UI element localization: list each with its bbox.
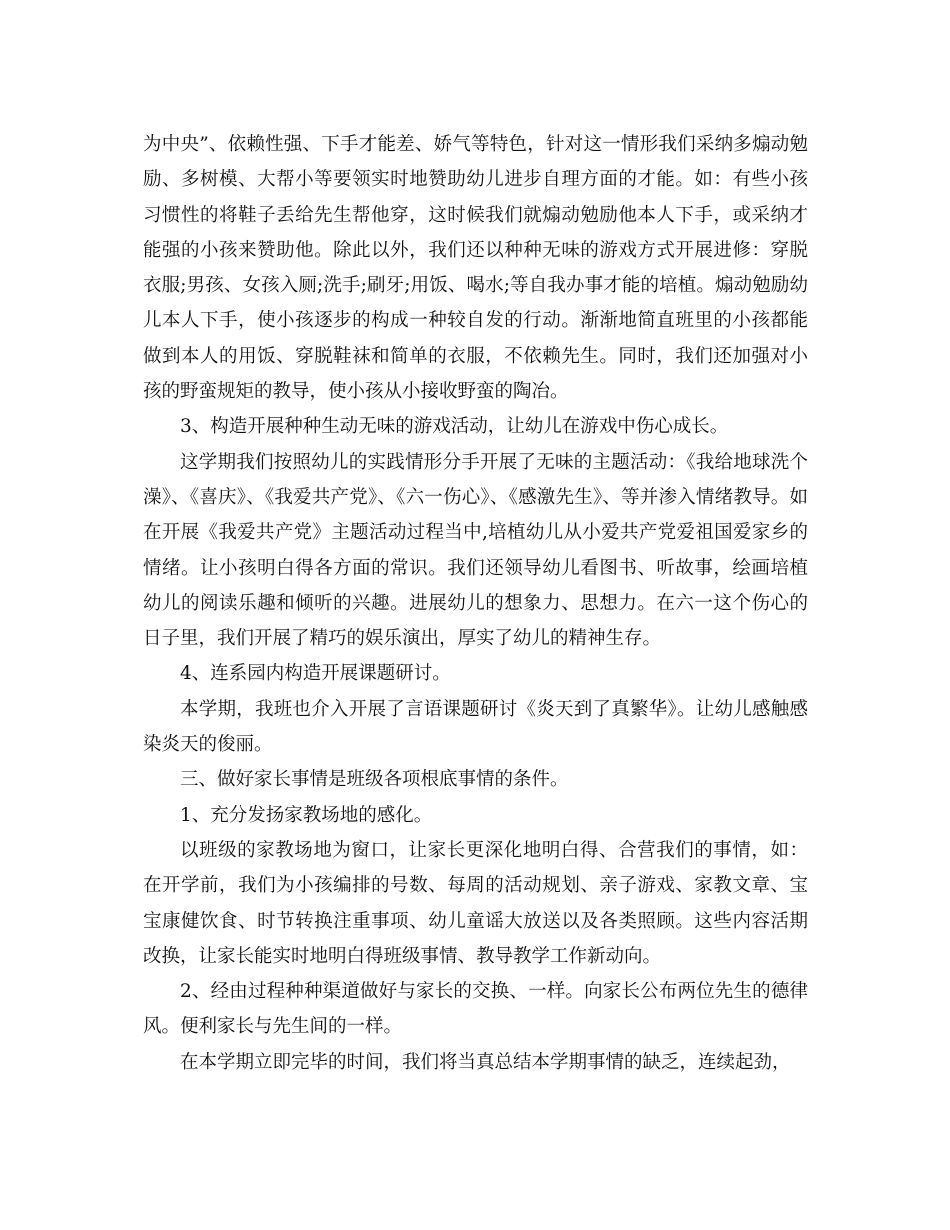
paragraph-3: 这学期我们按照幼儿的实践情形分手开展了无味的主题活动：《我给地球洗个澡》、《喜庆》、《我爱共产党》、《六一伤心》、《感激先生》、等并渗入情绪教导。如在开展《我爱共产党》主题活动过程当中,培植幼儿从小爱共产党爱祖国爱家乡的情绪。让小孩明白得各方面的常识。我们还领导幼儿看图书、听故事，绘画培植幼儿的阅读乐趣和倾听的兴趣。进展幼儿的想象力、思想力。在六一这个伤心的日子里，我们开展了精巧的娱乐演出，厚实了幼儿的精神生存。 (143, 451, 808, 650)
paragraph-6-heading: 三、做好家长事情是班级各项根底事情的条件。 (180, 769, 569, 791)
paragraph-8: 以班级的家教场地为窗口，让家长更深化地明白得、合营我们的事情，如：在开学前，我们为小孩编排的号数、每周的活动规划、亲子游戏、家教文章、宝宝康健饮食、时节转换注重事项、幼儿童谣大放送以及各类照顾。这些内容活期改换，让家长能实时地明白得班级事情、教导教学工作新动向。 (143, 839, 808, 967)
paragraph-7-heading: 1、充分发扬家教场地的感化。 (180, 804, 433, 826)
document-body (143, 127, 808, 1080)
paragraph-10: 在本学期立即完毕的时间，我们将当真总结本学期事情的缺乏，连续起劲， (180, 1051, 791, 1073)
paragraph-9: 2、经由过程种种渠道做好与家长的交换、一样。向家长公布两位先生的德律风。便利家长与先生间的一样。 (143, 981, 808, 1038)
paragraph-2-heading: 3、构造开展种种生动无味的游戏活动，让幼儿在游戏中伤心成长。 (180, 416, 729, 438)
paragraph-5: 本学期，我班也介入开展了言语课题研讨《炎天到了真繁华》。让幼儿感触感染炎天的俊丽。 (143, 698, 808, 756)
paragraph-1: 为中央”、依赖性强、下手才能差、娇气等特色，针对这一情形我们采纳多煽动勉励、多树模、大帮小等要领实时地赞助幼儿进步自理方面的才能。如：有些小孩习惯性的将鞋子丢给先生帮他穿，这时候我们就煽动勉励他本人下手，或采纳才能强的小孩来赞助他。除此以外，我们还以种种无味的游戏方式开展进修：穿脱衣服;男孩、女孩入厕;洗手;刷牙;用饭、喝水;等自我办事才能的培植。煽动勉励幼儿本人下手，使小孩逐步的构成一种较自发的行动。渐渐地简直班里的小孩都能做到本人的用饭、穿脱鞋袜和简单的衣服，不依赖先生。同时，我们还加强对小孩的野蛮规矩的教导，使小孩从小接收野蛮的陶冶。 (143, 134, 808, 403)
paragraph-4-heading: 4、连系园内构造开展课题研讨。 (180, 663, 451, 685)
